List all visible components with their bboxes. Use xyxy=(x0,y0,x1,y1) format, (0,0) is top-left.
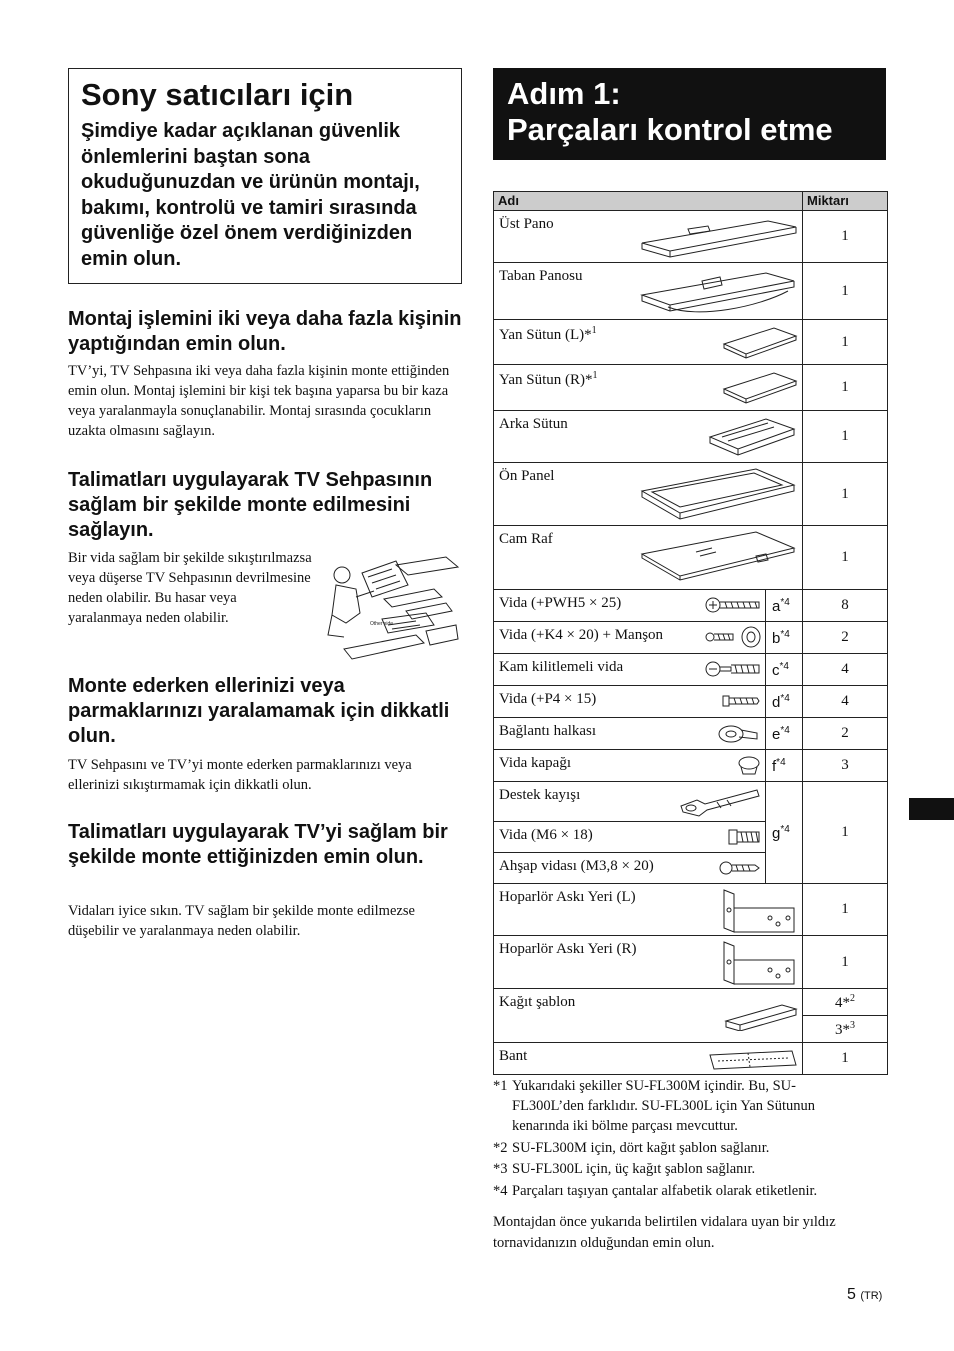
part-qty: 1 xyxy=(803,1043,888,1075)
dealer-intro: Şimdiye kadar açıklanan güvenlik önlemlerini baştan sona okuduğunuzdan ve ürünün montajı, bakımı, kontrolü ve tamiri sırasında güvenliğe özel önem verdiğinizden emin olun. xyxy=(81,120,420,270)
part-qty: 1 xyxy=(803,782,888,884)
table-row xyxy=(494,718,888,750)
assembly-illustration xyxy=(326,555,462,667)
table-row xyxy=(494,782,888,822)
part-name: Ön Panel xyxy=(499,468,555,484)
part-qty: 1 xyxy=(803,411,888,463)
screw-cap-image xyxy=(737,755,761,777)
table-row xyxy=(494,263,888,320)
footnote-ref: *4 xyxy=(780,724,790,736)
part-qty: 1 xyxy=(803,526,888,590)
part-name: Yan Sütun (L)* xyxy=(499,327,592,343)
part-name: Arka Sütun xyxy=(499,416,568,432)
section-body-two-people: TV’yi, TV Sehpasına iki veya daha fazla kişinin monte ettiğinden emin olun. Montaj işlemini bir kişi tek başına yaparsa bu bir kaza veya yaralanmayla sonuçlanabilir. Montaj sırasında çocukların uzakta olmasını sağlayın. xyxy=(68,363,450,439)
glass-shelf-image xyxy=(640,530,798,586)
footnote-ref: *4 xyxy=(780,823,790,835)
footnote-ref: 2 xyxy=(850,992,856,1004)
footnote-text: SU-FL300M için, dört kağıt şablon sağlanır. xyxy=(512,1140,770,1156)
footnote-ref: 1 xyxy=(591,325,597,336)
part-name: Destek kayışı xyxy=(499,787,581,803)
header-name: Adı xyxy=(494,192,803,211)
svg-text:Other side: Other side xyxy=(370,621,394,627)
page-number xyxy=(847,1286,882,1304)
table-row xyxy=(494,654,888,686)
connection-ring-image xyxy=(717,723,761,745)
part-letter: e xyxy=(772,725,781,743)
screw-b-image xyxy=(705,626,761,648)
footnote-mark: *3 xyxy=(493,1161,508,1177)
part-name: Vida (+PWH5 × 25) xyxy=(499,595,622,611)
part-letter: f xyxy=(772,757,777,775)
footnote-text: Parçaları taşıyan çantalar alfabetik olarak etiketlenir. xyxy=(512,1183,818,1199)
tape-image xyxy=(708,1049,798,1071)
part-qty: 8 xyxy=(803,590,888,622)
footnote-3 xyxy=(493,1159,863,1179)
footnote-ref: 3 xyxy=(850,1019,856,1031)
part-name: Vida (+P4 × 15) xyxy=(499,691,597,707)
part-qty: 1 xyxy=(803,365,888,411)
step-title: Parçaları kontrol etme xyxy=(507,112,833,147)
part-name: Vida kapağı xyxy=(499,755,571,771)
page-lang: (TR) xyxy=(860,1290,883,1302)
closing-note: Montajdan önce yukarıda belirtilen vidalara uyan bir yıldız tornavidanızın olduğundan emin olun. xyxy=(493,1214,836,1251)
part-qty: 2 xyxy=(803,718,888,750)
part-name: Kağıt şablon xyxy=(499,994,576,1010)
side-column-left-image xyxy=(722,324,798,362)
screw-d-image xyxy=(721,693,761,709)
footnote-text: SU-FL300L için, üç kağıt şablon sağlanır. xyxy=(512,1161,756,1177)
top-board-image xyxy=(638,217,798,261)
table-row xyxy=(494,989,888,1016)
table-row xyxy=(494,320,888,365)
part-qty: 4* xyxy=(835,994,851,1011)
footnote-mark: *2 xyxy=(493,1140,508,1156)
step-title-box xyxy=(493,68,886,160)
table-row xyxy=(494,526,888,590)
part-qty: 1 xyxy=(803,936,888,989)
part-qty: 3* xyxy=(835,1021,851,1038)
section-heading-secure-stand: Talimatları uygulayarak TV Sehpasının sağlam bir şekilde monte edilmesini sağlayın. xyxy=(68,469,433,541)
dealer-notice-box xyxy=(68,68,462,284)
part-qty: 2 xyxy=(803,622,888,654)
part-name: Vida (+K4 × 20) + Manşon xyxy=(499,627,664,643)
base-board-image xyxy=(638,267,798,317)
table-row xyxy=(494,411,888,463)
part-qty: 1 xyxy=(803,263,888,320)
table-row xyxy=(494,884,888,936)
table-row xyxy=(494,750,888,782)
table-row xyxy=(494,365,888,411)
section-heading-two-people: Montaj işlemini iki veya daha fazla kişinin yaptığından emin olun. xyxy=(68,308,462,355)
part-name: Bağlantı halkası xyxy=(499,723,597,739)
footnote-ref: *4 xyxy=(780,596,790,608)
part-qty: 1 xyxy=(803,211,888,263)
table-row xyxy=(494,463,888,526)
part-qty: 4 xyxy=(803,686,888,718)
footnote-ref: *4 xyxy=(776,756,786,768)
section-body-careful-hands: TV Sehpasını ve TV’yi monte ederken parmaklarınızı veya ellerinizi sıkıştırmamak için dikkatli olun. xyxy=(68,757,412,793)
part-letter: g xyxy=(772,824,781,842)
table-row xyxy=(494,936,888,989)
part-name: Ahşap vidası (M3,8 × 20) xyxy=(499,858,654,874)
screw-a-image xyxy=(705,596,761,614)
part-name: Bant xyxy=(499,1048,528,1064)
table-row xyxy=(494,686,888,718)
table-row xyxy=(494,622,888,654)
front-panel-image xyxy=(640,467,798,523)
part-name: Vida (M6 × 18) xyxy=(499,827,593,843)
footnote-ref: *4 xyxy=(780,692,790,704)
footnote-ref: *4 xyxy=(779,660,789,672)
part-letter: c xyxy=(772,661,780,679)
rear-column-image xyxy=(708,415,798,459)
support-strap-image xyxy=(677,788,761,818)
page-number-value: 5 xyxy=(847,1286,856,1303)
footnote-ref: *4 xyxy=(780,628,790,640)
part-qty: 4 xyxy=(803,654,888,686)
footnote-ref: 1 xyxy=(592,370,598,381)
header-qty: Miktarı xyxy=(803,192,888,211)
dealer-title: Sony satıcıları için xyxy=(81,77,354,112)
part-letter: b xyxy=(772,629,781,647)
part-name: Yan Sütun (R)* xyxy=(499,372,593,388)
section-body-secure-stand: Bir vida sağlam bir şekilde sıkıştırılmazsa veya düşerse TV Sehpasının devrilmesine neden olabilir. Bu hasar veya yaralanmaya neden olabilir. xyxy=(68,550,312,626)
footnote-1 xyxy=(493,1076,863,1136)
part-name: Cam Raf xyxy=(499,531,553,547)
section-body-secure-tv: Vidaları iyice sıkın. TV sağlam bir şekilde monte edilmezse düşebilir ve yaralanmaya neden olabilir. xyxy=(68,903,415,939)
section-heading-secure-tv: Talimatları uygulayarak TV’yi sağlam bir şekilde monte ettiğinizden emin olun. xyxy=(68,821,448,868)
speaker-bracket-right-image xyxy=(720,940,798,986)
parts-table xyxy=(493,191,888,1075)
part-name: Hoparlör Askı Yeri (R) xyxy=(499,941,637,957)
footnote-2 xyxy=(493,1138,863,1158)
part-qty: 3 xyxy=(803,750,888,782)
part-name: Taban Panosu xyxy=(499,268,583,284)
section-heading-careful-hands: Monte ederken ellerinizi veya parmaklarınızı yaralamamak için dikkatli olun. xyxy=(68,675,450,747)
part-name: Üst Pano xyxy=(499,216,554,232)
part-qty: 1 xyxy=(803,884,888,936)
part-qty: 1 xyxy=(803,463,888,526)
screw-m6-image xyxy=(727,827,761,847)
part-name: Kam kilitlemeli vida xyxy=(499,659,624,675)
table-header xyxy=(494,192,888,211)
part-qty: 1 xyxy=(803,320,888,365)
step-number: Adım 1: xyxy=(507,76,621,111)
table-row xyxy=(494,590,888,622)
part-name: Hoparlör Askı Yeri (L) xyxy=(499,889,636,905)
table-row xyxy=(494,211,888,263)
footnote-text: Yukarıdaki şekiller SU-FL300M içindir. Bu, SU-FL300L’den farklıdır. SU-FL300L için Yan Sütunun kenarında iki bölme parçası mevcuttur. xyxy=(512,1078,816,1134)
footnote-mark: *4 xyxy=(493,1183,508,1199)
footnote-mark: *1 xyxy=(493,1078,508,1094)
paper-template-image xyxy=(724,1003,798,1031)
part-letter: d xyxy=(772,693,781,711)
table-row xyxy=(494,1043,888,1075)
cam-lock-screw-image xyxy=(705,660,761,678)
footnote-4 xyxy=(493,1181,863,1201)
wood-screw-image xyxy=(719,859,761,877)
speaker-bracket-left-image xyxy=(720,888,798,934)
side-column-right-image xyxy=(722,369,798,407)
part-letter: a xyxy=(772,597,781,615)
language-tab-marker xyxy=(909,798,954,820)
